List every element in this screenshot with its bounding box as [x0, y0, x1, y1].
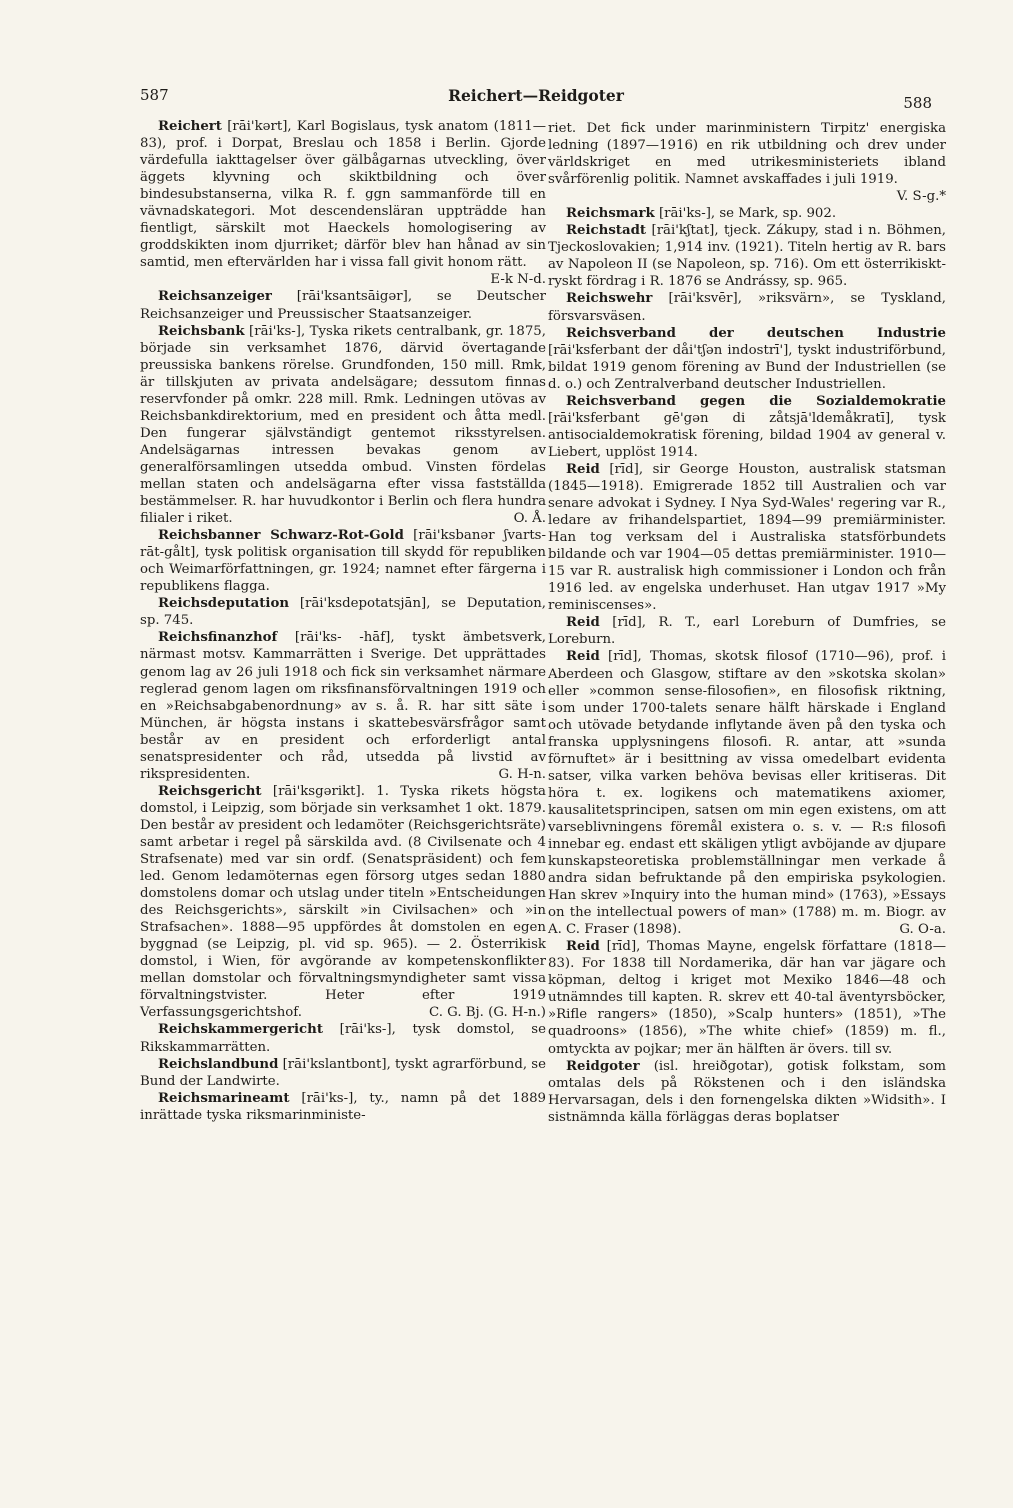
dictionary-entry [140, 595, 546, 629]
entry-text: [rāi'ksvēr], »riksvärn», se Tyskland, försvarsväsen. [548, 291, 946, 324]
author-signature: G. O-a. [899, 922, 946, 938]
dictionary-entry [548, 205, 946, 222]
entry-headword: Reichsverband gegen die Sozialdemokratie [566, 393, 946, 409]
author-signature: C. G. Bj. (G. H-n.) [429, 1005, 546, 1021]
entry-text: [rīd], R. T., earl Loreburn of Dumfries, se Loreburn. [548, 615, 946, 648]
dictionary-entry [548, 938, 946, 1057]
dictionary-entry [140, 1056, 546, 1090]
entry-headword: Reid [566, 939, 600, 955]
right-page-number: 588 [903, 94, 932, 112]
entry-headword: Reichsverband der deutschen Industrie [566, 325, 946, 341]
dictionary-entry [548, 461, 946, 614]
entry-text: [rāi'ks-], se Mark, sp. 902. [658, 206, 837, 222]
left-column [140, 118, 546, 1124]
entry-text: [rāi'ks-], ty., namn på det 1889 inrättade tyska riksmarinministe- [140, 1090, 546, 1123]
left-page-number: 587 [140, 86, 169, 104]
entry-text: [rāi'ksbanər ʃvarts-rāt-gålt], tysk politisk organisation till skydd för republiken och Weimarförfattningen, gr. 1924; namnet efter färgerna i republikens flagga. [140, 528, 546, 595]
dictionary-entry [140, 1090, 546, 1124]
dictionary-entry [548, 325, 946, 393]
dictionary-entry [548, 120, 946, 205]
entry-text: [rāi'ksgərikt]. 1. Tyska rikets högsta domstol, i Leipzig, som började sin verksamhet 1 okt. 1879. Den består av president och ledamöter (Reichsgerichtsräte) samt arbetar i regel på särskilda avd. (8 Civilsenate och 4 Strafsenate) med var sin ordf. (Senatspräsident) och fem led. Genom ledamöternas egen försorg utges sedan 1880 domstolens domar och utslag under titeln »Entscheidungen des Reichsgerichts», särskilt »in Civilsachen» och »in Strafsachen». 1888—95 uppfördes åt domstolen en egen byggnad (se Leipzig, pl. vid sp. 965). — 2. Österrikisk domstol, i Wien, för avgörande av kompetenskonflikter mellan domstolar och förvaltningsmyndigheter samt vissa förvaltningstvister. Heter efter 1919 Verfassungsgerichtshof. [140, 783, 546, 1021]
entry-headword: Reidgoter [566, 1058, 640, 1074]
dictionary-entry [548, 290, 946, 324]
dictionary-entry [140, 1021, 546, 1055]
dictionary-entry [140, 629, 546, 782]
entry-headword: Reid [566, 615, 600, 631]
entry-headword: Reichsbanner Schwarz-Rot-Gold [158, 528, 404, 544]
entry-text: [rāi'ks-], Tyska rikets centralbank, gr. 1875, började sin verksamhet 1876, därvid övertagande preussiska bankens rörelse. Grundfonden, 150 mill. Rmk, är tillskjuten av privata andelsägare; dessutom finnas reservfonder på omkr. 228 mill. Rmk. Ledningen utövas av Reichsbankdirektorium, med en president och åtta medl. Den fungerar självständigt gentemot riksstyrelsen. Andelsägarnas intressen bevakas genom av generalförsamlingen utsedda ombud. Vinsten fördelas mellan staten och andelsägarna efter vissa fastställda bestämmelser. R. har huvudkontor i Berlin och flera hundra filialer i riket. [140, 323, 546, 527]
entry-headword: Reichsanzeiger [158, 289, 272, 305]
entry-text: (isl. hreiðgotar), gotisk folkstam, som omtalas dels på Rökstenen och i den isländska Hervarsagan, dels i den fornengelska dikten »Widsith». I sistnämnda källa förläggas deras boplatser [548, 1058, 947, 1125]
dictionary-entry [140, 527, 546, 595]
entry-headword: Reichslandbund [158, 1056, 279, 1072]
author-signature: E-k N-d. [490, 272, 546, 288]
entry-text: [rāi'kslantbont], tyskt agrarförbund, se Bund der Landwirte. [140, 1056, 546, 1089]
dictionary-entry [548, 1058, 946, 1126]
entry-headword: Reichsmarineamt [158, 1090, 290, 1106]
entry-headword: Reid [566, 461, 600, 477]
entry-headword: Reichsbank [158, 323, 245, 339]
author-signature: V. S-g.* [896, 189, 946, 205]
entry-headword: Reichert [158, 119, 222, 134]
dictionary-entry [140, 783, 546, 1022]
author-signature: G. H-n. [498, 766, 546, 782]
entry-headword: Reichsfinanzhof [158, 630, 278, 646]
entry-text: [rāi'ksdepotatsjān], se Deputation, sp. 745. [140, 596, 546, 629]
dictionary-entry [140, 323, 546, 528]
dictionary-entry [548, 393, 946, 461]
entry-headword: Reichswehr [566, 291, 653, 307]
entry-text: [rīd], Thomas Mayne, engelsk författare (1818—83). For 1838 till Nordamerika, där han var jägare och köpman, deltog i kriget mot Mexiko 1846—48 och utnämndes till kapten. R. skrev ett 40-tal äventyrsböcker, »Rifle rangers» (1850), »Scalp hunters» (1851), »The quadroons» (1856), »The white chief» (1859) m. fl., omtyckta av pojkar; mer än hälften är övers. till sv. [548, 939, 946, 1057]
entry-text: [rīd], sir George Houston, australisk statsman (1845—1918). Emigrerade 1852 till Australien och var senare advokat i Sydney. I Nya Syd-Wales' regering var R., ledare av frihandelspartiet, 1894—99 premiärminister. Han tog verksam del i Australiska statsförbundets bildande och var 1904—05 dettas premiärminister. 1910—15 var R. australisk high commissioner i London och från 1916 led. av engelska underhuset. Han utgav 1917 »My reminiscenses». [548, 461, 947, 614]
entry-headword: Reichstadt [566, 223, 647, 239]
dictionary-entry [548, 222, 946, 290]
entry-headword: Reichsdeputation [158, 596, 290, 612]
author-signature: O. Å. [513, 511, 546, 527]
dictionary-entry [548, 648, 946, 938]
entry-text: [rāi'ksferbant gē'gən di zåtsjā'ldemåkratī], tysk antisocialdemokratisk förening, bildad 1904 av general v. Liebert, upplöst 1914. [548, 410, 946, 460]
entry-text: [rāi'kərt], Karl Bogislaus, tysk anatom (1811—83), prof. i Dorpat, Breslau och 1858 i Berlin. Gjorde värdefulla iakttagelser över gälbågarnas utveckling, över äggets klyvning och skiktbildning och över bindesubstanserna, vilka R. f. ggn sammanförde till en vävnadskategori. Mot descendensläran uppträdde han fientligt, särskilt mot Haeckels homologisering av groddskikten inom djurriket; därför blev han hånad av sin samtid, men eftervärlden har i vissa fall givit honom rätt. [140, 119, 546, 271]
dictionary-entry [140, 288, 546, 322]
entry-headword: Reichskammergericht [158, 1022, 323, 1038]
entry-text: [rāi'ks- -hāf], tyskt ämbetsverk, närmast motsv. Kammarrätten i Sverige. Det upprättades genom lag av 26 juli 1918 och fick sin verksamhet närmare reglerad genom lagen om riksfinansförvaltningen 1919 och en »Reichsabgabenordnung» av s. å. R. har sitt säte i München, är högsta instans i skattebesvärsfrågor samt består av en president och erforderligt antal senatspresidenter och råd, utsedda på livstid av rikspresidenten. [140, 630, 546, 782]
running-title: Reichert—Reidgoter [448, 86, 624, 105]
right-column [548, 120, 946, 1126]
dictionary-entry [140, 118, 546, 288]
page-header [140, 86, 932, 112]
entry-text: [rīd], Thomas, skotsk filosof (1710—96), prof. i Aberdeen och Glasgow, stiftare av den »skotska skolan» eller »common sense-filosofien», en filosofisk riktning, som under 1700-talets senare hälft härskade i England och utövade betydande inflytande även på den tyska och franska upplysningens filosofi. R. antar, att »sunda förnuftet» är i besittning av vissa omedelbart evidenta satser, vilka varken behöva bevisas eller kritiseras. Dit höra t. ex. logikens och matematikens axiomer, kausalitetsprincipen, satsen om min egen existens, om att varseblivningens föremål existera o. s. v. — R:s filosofi innebar eg. endast ett skäligen ytligt avböjande av djupare kunskapsteoretiska problemställningar men verkade å andra sidan befruktande på den empiriska psykologien. Han skrev »Inquiry into the human mind» (1763), »Essays on the intellectual powers of man» (1788) m. m. Biogr. av A. C. Fraser (1898). [548, 649, 946, 938]
entry-text: [rāi'ksferbant der dåi'tʃən indostrī'], tyskt industriförbund, bildat 1919 genom förening av Bund der Industriellen (se d. o.) och Zentralverband deutscher Industriellen. [548, 342, 946, 392]
entry-text: [rāi'ksantsāigər], se Deutscher Reichsanzeiger und Preussischer Staatsanzeiger. [140, 289, 546, 322]
entry-text: riet. Det fick under marinministern Tirpitz' energiska ledning (1897—1916) en rik utbildning och drev under världskriget en med utrikesministeriets ibland svårförenlig politik. Namnet avskaffades i juli 1919. [548, 121, 946, 188]
entry-headword: Reichsgericht [158, 783, 262, 799]
entry-text: [rāi'ks-], tysk domstol, se Rikskammarrätten. [140, 1022, 546, 1055]
entry-headword: Reichsmark [566, 206, 655, 222]
entry-text: [rāi'kʃtat], tjeck. Zákupy, stad i n. Böhmen, Tjeckoslovakien; 1,914 inv. (1921). Titeln hertig av R. bars av Napoleon II (se Napoleon, sp. 716). Om ett österrikiskt-ryskt fördrag i R. 1876 se Andrássy, sp. 965. [548, 223, 946, 290]
entry-headword: Reid [566, 649, 600, 665]
dictionary-entry [548, 614, 946, 648]
